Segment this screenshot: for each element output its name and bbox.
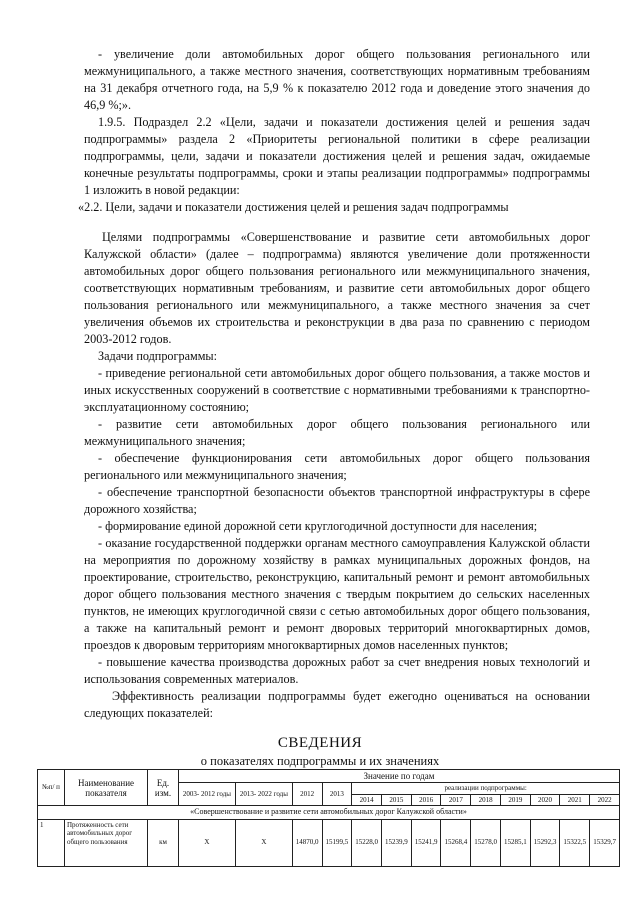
header-period-1: 2003- 2012 годы [179, 783, 236, 806]
header-year: 2014 [352, 794, 382, 806]
row-value: 15228,0 [352, 819, 382, 866]
header-year: 2022 [590, 794, 620, 806]
paragraph: 1.9.5. Подраздел 2.2 «Цели, задачи и показатели достижения целей и решения задач подпрограммы» раздела 2 «Приоритеты региональной политики в сфере реализации подпрограммы, цели, задачи и показатели достижения целей и решения задач, ожидаемые конечные результаты подпрограммы, сроки и этапы реализации подпрограммы» подпрограммы 1 изложить в новой редакции: [84, 115, 590, 197]
header-name: Наименование показателя [65, 770, 148, 806]
table-row [38, 819, 620, 866]
table-subtitle: о показателях подпрограммы и их значениях [200, 754, 440, 768]
row-name: Протяженность сети автомобильных дорог общего пользования [65, 819, 148, 866]
row-value: 15239,9 [382, 819, 412, 866]
row-period-1: Х [179, 819, 236, 866]
row-value-2013: 15199,5 [322, 819, 352, 866]
paragraph: - обеспечение функционирования сети автомобильных дорог общего пользования регионального или межмуниципального значения; [84, 451, 590, 482]
header-year: 2021 [560, 794, 590, 806]
row-unit: км [148, 819, 179, 866]
row-num: 1 [38, 819, 65, 866]
paragraph: Эффективность реализации подпрограммы будет ежегодно оцениваться на основании следующих показателей: [84, 689, 590, 720]
paragraph: - приведение региональной сети автомобильных дорог общего пользования, а также мостов и иных искусственных сооружений в соответствие с нормативными требованиями к транспортно-эксплуатационному состоянию; [84, 366, 590, 414]
header-year: 2015 [382, 794, 412, 806]
header-year-2012: 2012 [292, 783, 322, 806]
row-value-2012: 14870,0 [292, 819, 322, 866]
paragraph: - повышение качества производства дорожных работ за счет внедрения новых технологий и использования современных материалов. [84, 655, 590, 686]
section-title-row: «Совершенствование и развитие сети автомобильных дорог Калужской области» [38, 806, 620, 820]
paragraph: - оказание государственной поддержки органам местного самоуправления Калужской области на мероприятия по дорожному хозяйству в рамках муниципальных дорожных фондов, на проектирование, строительство, реконструкцию, капитальный ремонт и ремонт автомобильных дорог общего пользования местного значения с твердым покрытием до сельских населенных пунктов, не имеющих круглогодичной связи с сетью автомобильных дорог общего пользования, а также на капитальный ремонт и ремонт дворовых территорий многоквартирных домов, проездов к дворовым территориям многоквартирных домов населенных пунктов; [84, 536, 590, 652]
header-year-2013: 2013 [322, 783, 352, 806]
header-years-group: Значение по годам [179, 770, 620, 783]
row-value: 15268,4 [441, 819, 471, 866]
indicators-table [37, 769, 620, 867]
row-value: 15241,9 [411, 819, 441, 866]
top-text-block [78, 46, 590, 216]
header-realization: реализации подпрограммы: [352, 783, 620, 795]
header-period-2: 2013- 2022 годы [235, 783, 292, 806]
row-value: 15285,1 [500, 819, 530, 866]
header-unit: Ед. изм. [148, 770, 179, 806]
paragraph: - обеспечение транспортной безопасности объектов транспортной инфраструктуры в сфере дорожного хозяйства; [84, 485, 590, 516]
paragraph: - формирование единой дорожной сети круглогодичной доступности для населения; [98, 519, 538, 533]
row-value: 15329,7 [590, 819, 620, 866]
header-year: 2016 [411, 794, 441, 806]
paragraph: - увеличение доли автомобильных дорог общего пользования регионального или межмуниципального, а также местного значения, соответствующих нормативным требованиям на 31 декабря отчетного года, на 5,9 % к показателю 2012 года и доведение этого значения до 46,9 %;». [84, 47, 590, 112]
table-title: СВЕДЕНИЯ [277, 735, 363, 751]
row-period-2: Х [235, 819, 292, 866]
header-year: 2019 [500, 794, 530, 806]
header-year: 2017 [441, 794, 471, 806]
paragraph: Задачи подпрограммы: [98, 349, 218, 363]
paragraph: - развитие сети автомобильных дорог общего пользования регионального или межмуниципального значения; [84, 417, 590, 448]
header-num: №п/ п [38, 770, 65, 806]
header-year: 2020 [530, 794, 560, 806]
row-value: 15322,5 [560, 819, 590, 866]
row-value: 15278,0 [471, 819, 501, 866]
paragraph: Целями подпрограммы «Совершенствование и развитие сети автомобильных дорог Калужской области» (далее – подпрограмма) являются увеличение доли протяженности автомобильных дорог общего пользования регионального или межмуниципального значения, соответствующих нормативным требованиям, и развитие сети автомобильных дорог общего пользования регионального или межмуниципального, а также местного значения за счет увеличения объемов их строительства и реконструкции в два раза по сравнению с периодом 2003-2012 годов. [84, 230, 590, 346]
header-year: 2018 [471, 794, 501, 806]
main-text-block [84, 229, 590, 722]
section-heading: «2.2. Цели, задачи и показатели достижения целей и решения задач подпрограммы [78, 200, 509, 214]
row-value: 15292,3 [530, 819, 560, 866]
